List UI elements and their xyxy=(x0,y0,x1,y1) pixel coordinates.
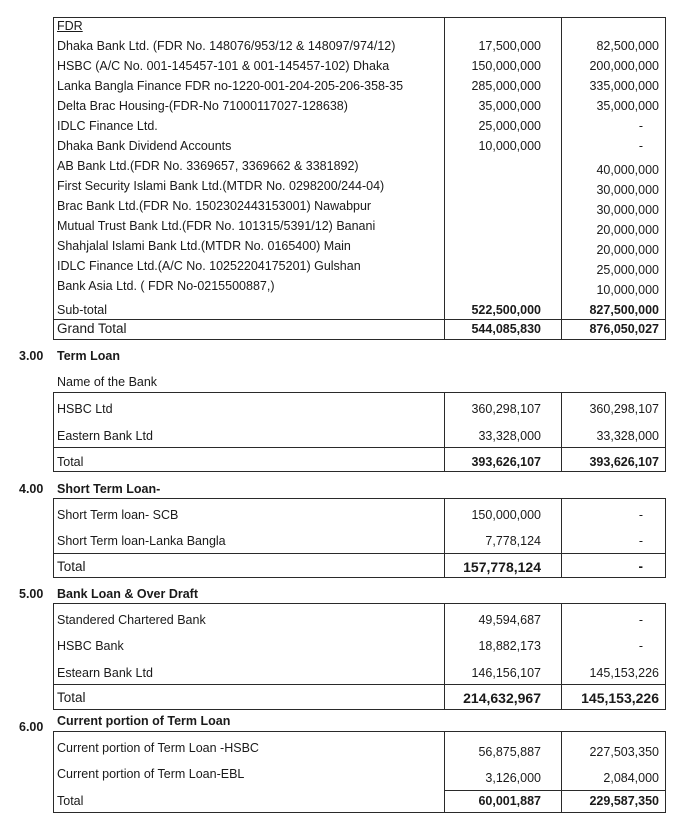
fdr-table: FDR Dhaka Bank Ltd. (FDR No. 148076/953/12 & 148097/974/12) 17,500,000 82,500,000 HSBC (A/C No. 001-145457-101 & 001-145457-102) Dhaka 150,000,000 200,000,000 Lanka Bangla Finance FDR no-1220-001-204-205-206-358-35 285,000,000 335,000,000 Delta Brac Housing-(FDR-No 71000117027-128638) 35,000,000 35,000,000 IDLC Finance Ltd. 25,000,000 - Dhaka Bank Dividend Accounts 10,000,000 - AB Bank Ltd.(FDR No. 3369657, 3369662 & 3381892) 40,000,000 First Security Islami Bank Ltd.(MTDR No. 0298200/244-04) 30,000,000 Brac Bank Ltd.(FDR No. 1502302443153001) Nawabpur 30,000,000 Mutual Trust Bank Ltd.(FDR No. 101315/5391/12) Banani 20,000,000 Shahjalal Islami Bank Ltd.(MTDR No. 0165400) Main 20,000,000 IDLC Finance Ltd.(A/C No. 10252204175201) Gulshan 25,000,000 Bank Asia Ltd. ( FDR No-0215500887,) 10,000,000 Sub-total 522,500,000 827,500,000 Grand Total 544,085,830 876,050,027 xyxy=(53,17,666,340)
section-heading: 5.00 Bank Loan & Over Draft xyxy=(19,587,199,601)
section-heading: 3.00 Term Loan xyxy=(19,349,120,363)
fdr-header: FDR xyxy=(57,19,83,33)
short-term-table: Short Term loan- SCB 150,000,000 - Short Term loan-Lanka Bangla 7,778,124 - Total 157,778,124 - xyxy=(53,498,666,578)
section-heading: 6.00 Current portion of Term Loan xyxy=(19,714,231,734)
section-heading: 4.00 Short Term Loan- xyxy=(19,482,161,496)
bank-loan-table: Standered Chartered Bank 49,594,687 - HSBC Bank 18,882,173 - Estearn Bank Ltd 146,156,107 145,153,226 Total 214,632,967 145,153,226 xyxy=(53,603,666,710)
term-loan-table: HSBC Ltd 360,298,107 360,298,107 Eastern Bank Ltd 33,328,000 33,328,000 Total 393,626,107 393,626,107 xyxy=(53,392,666,472)
subheading: Name of the Bank xyxy=(57,375,158,389)
current-portion-table: Current portion of Term Loan -HSBC 56,875,887 227,503,350 Current portion of Term Loan-EBL 3,126,000 2,084,000 Total 60,001,887 229,587,350 xyxy=(53,731,666,813)
